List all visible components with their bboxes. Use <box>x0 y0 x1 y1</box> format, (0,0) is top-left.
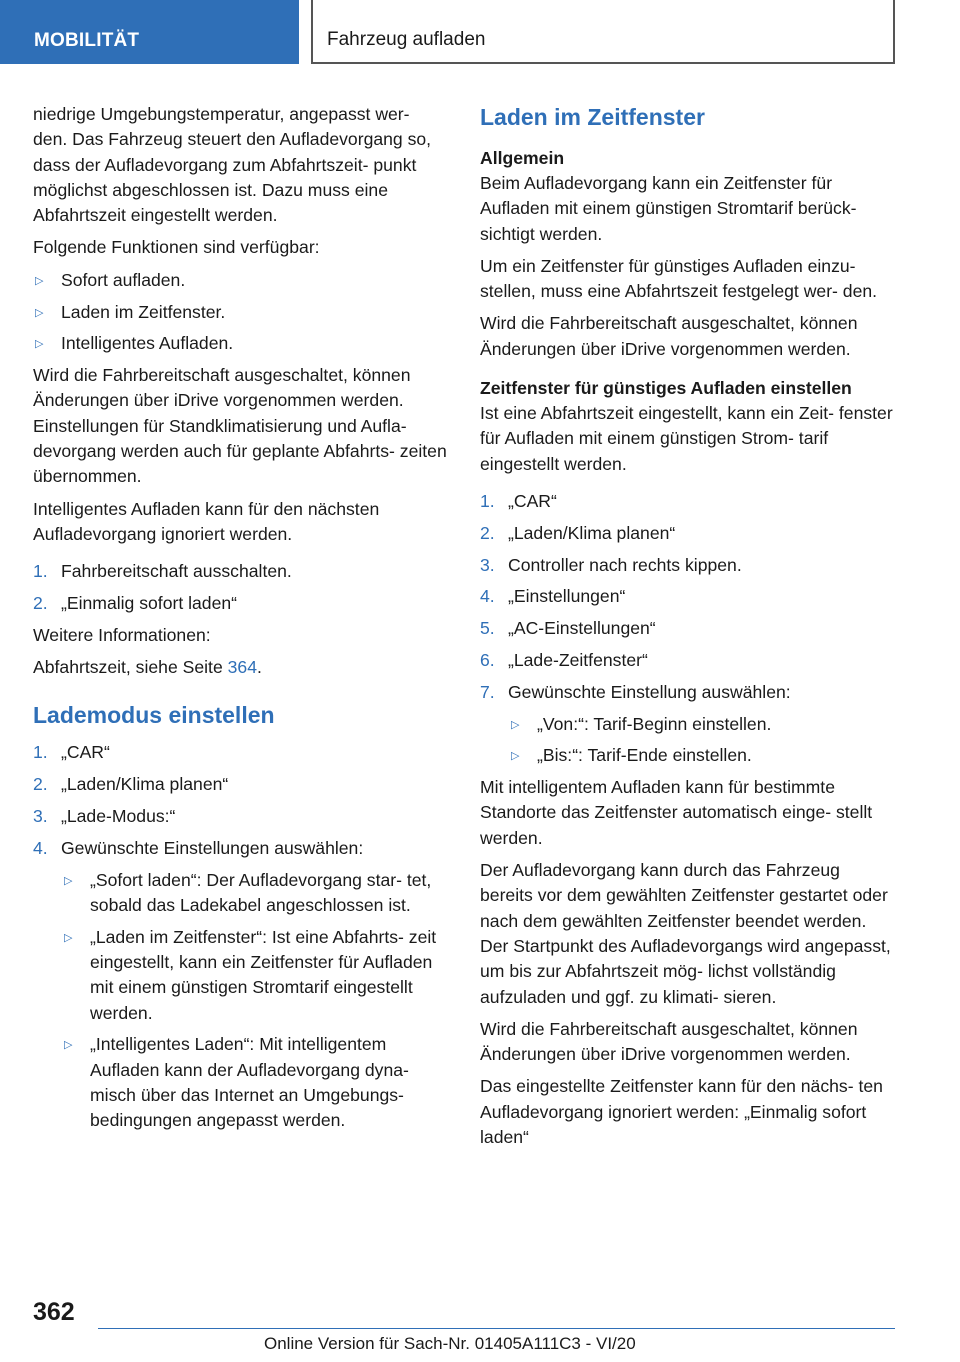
paragraph: Folgende Funktionen sind verfügbar: <box>33 237 320 258</box>
list-item: 5. „AC-Einstellungen“ <box>480 618 656 639</box>
paragraph: Abfahrtszeit, siehe Seite 364. <box>33 657 262 678</box>
triangle-right-icon: ▷ <box>35 338 44 351</box>
subheading: Allgemein <box>480 148 565 168</box>
functions-list <box>33 268 448 357</box>
sub-list-wrap <box>480 712 895 769</box>
list-item: 4. „Einstellungen“ <box>480 586 626 607</box>
right-column <box>480 102 895 1157</box>
triangle-right-icon: ▷ <box>511 750 520 763</box>
list-item: ▷ Sofort aufladen. <box>33 268 448 293</box>
section-tab: MOBILITÄT <box>0 0 299 64</box>
paragraph: Wird die Fahrbereitschaft ausgeschaltet, können Änderungen über iDrive vorgenommen werden. Einstellungen für Standklimatisierung und Aufla‐ devorgang werden auch für geplante Abfahrts‐ zeiten übernommen. <box>33 365 447 487</box>
list-item: 2. „Laden/Klima planen“ <box>33 774 229 795</box>
steps-list <box>480 489 895 705</box>
footer-divider <box>98 1328 895 1329</box>
subheading: Zeitfenster für günstiges Aufladen einstellen <box>480 378 852 399</box>
triangle-right-icon: ▷ <box>64 931 73 944</box>
list-item: 2. „Einmalig sofort laden“ <box>33 593 238 614</box>
list-item: 3. Controller nach rechts kippen. <box>480 554 742 575</box>
list-item: ▷ „Laden im Zeitfenster“: Ist eine Abfahrts‐ zeit eingestellt, kann ein Zeitfenster für Aufladen mit einem günstigen Stromtarif eingestellt werden. <box>64 926 437 1023</box>
list-item: ▷ „Von:“: Tarif-Beginn einstellen. <box>509 712 895 737</box>
list-item: ▷ Laden im Zeitfenster. <box>33 300 448 325</box>
paragraph: Das eingestellte Zeitfenster kann für den nächs‐ ten Aufladevorgang ignoriert werden: „Einmalig sofort laden“ <box>480 1076 883 1147</box>
sub-list <box>509 712 895 769</box>
list-item: 1. Fahrbereitschaft ausschalten. <box>33 561 292 582</box>
list-item: 3. „Lade-Modus:“ <box>33 806 176 827</box>
list-item: 6. „Lade-Zeitfenster“ <box>480 649 648 670</box>
paragraph: Ist eine Abfahrtszeit eingestellt, kann ein Zeit‐ fenster für Aufladen mit einem günstigen Strom‐ tarif eingestellt werden. <box>480 403 893 474</box>
triangle-right-icon: ▷ <box>35 306 44 319</box>
section-heading: Lademodus einstellen <box>33 702 275 729</box>
steps-list <box>33 740 448 861</box>
sub-list-wrap <box>33 868 448 1134</box>
list-item: 2. „Laden/Klima planen“ <box>480 522 676 543</box>
page-number: 362 <box>33 1298 75 1326</box>
triangle-right-icon: ▷ <box>511 718 520 731</box>
list-item: ▷ „Intelligentes Laden“: Mit intelligentem Aufladen kann der Aufladevorgang dyna‐ misch über das Internet an Umgebungs‐ bedingungen angepasst werden. <box>64 1034 409 1131</box>
page-header-title: Fahrzeug aufladen <box>311 0 895 64</box>
steps-list <box>33 559 448 616</box>
paragraph: Intelligentes Aufladen kann für den nächsten Aufladevorgang ignoriert werden. <box>33 498 380 544</box>
triangle-right-icon: ▷ <box>64 874 73 887</box>
footer-text: Online Version für Sach-Nr. 01405A111C3 - VI/20 <box>264 1334 636 1353</box>
paragraph: Weitere Informationen: <box>33 624 211 645</box>
paragraph: Beim Aufladevorgang kann ein Zeitfenster für Aufladen mit einem günstigen Stromtarif berück‐ sichtigt werden. <box>480 173 857 244</box>
paragraph: Um ein Zeitfenster für günstiges Aufladen einzu‐ stellen, muss eine Abfahrtszeit festgelegt wer‐ den. <box>480 255 878 302</box>
list-item: ▷ „Sofort laden“: Der Aufladevorgang star‐ tet, sobald das Ladekabel angeschlossen ist. <box>64 869 432 915</box>
paragraph: Wird die Fahrbereitschaft ausgeschaltet, können Änderungen über iDrive vorgenommen werden. <box>480 1018 858 1065</box>
paragraph: niedrige Umgebungstemperatur, angepasst wer‐ den. Das Fahrzeug steuert den Aufladevorgang so, dass der Aufladevorgang zum Abfahrtszeit‐ punkt möglichst abgeschlossen ist. Dazu muss eine Abfahrtszeit eingestellt werden. <box>33 104 432 226</box>
paragraph: Wird die Fahrbereitschaft ausgeschaltet, können Änderungen über iDrive vorgenommen werden. <box>480 313 858 359</box>
paragraph: Mit intelligentem Aufladen kann für bestimmte Standorte das Zeitfenster automatisch einge‐ stellt werden. <box>480 777 873 848</box>
list-item: 7. Gewünschte Einstellung auswählen: <box>480 681 791 702</box>
triangle-right-icon: ▷ <box>35 274 44 287</box>
list-item: 4. Gewünschte Einstellungen auswählen: <box>33 837 364 858</box>
list-item: 1. „CAR“ <box>33 742 110 763</box>
section-heading: Laden im Zeitfenster <box>480 104 705 130</box>
sub-list <box>62 868 448 1134</box>
list-item: ▷ Intelligentes Aufladen. <box>33 331 448 356</box>
list-item: 1. „CAR“ <box>480 490 557 511</box>
left-column <box>33 102 448 1140</box>
page-link[interactable]: 364 <box>227 657 257 678</box>
list-item: ▷ „Bis:“: Tarif-Ende einstellen. <box>509 743 895 768</box>
triangle-right-icon: ▷ <box>64 1039 73 1052</box>
paragraph: Der Aufladevorgang kann durch das Fahrzeug bereits vor dem gewählten Zeitfenster gestartet oder nach dem gewählten Zeitfenster beendet werden. Der Startpunkt des Aufladevorgangs wird angepasst, um bis zur Abfahrtszeit mög‐ lichst vollständig aufzuladen und ggf. zu klimati‐ sieren. <box>480 860 891 1007</box>
